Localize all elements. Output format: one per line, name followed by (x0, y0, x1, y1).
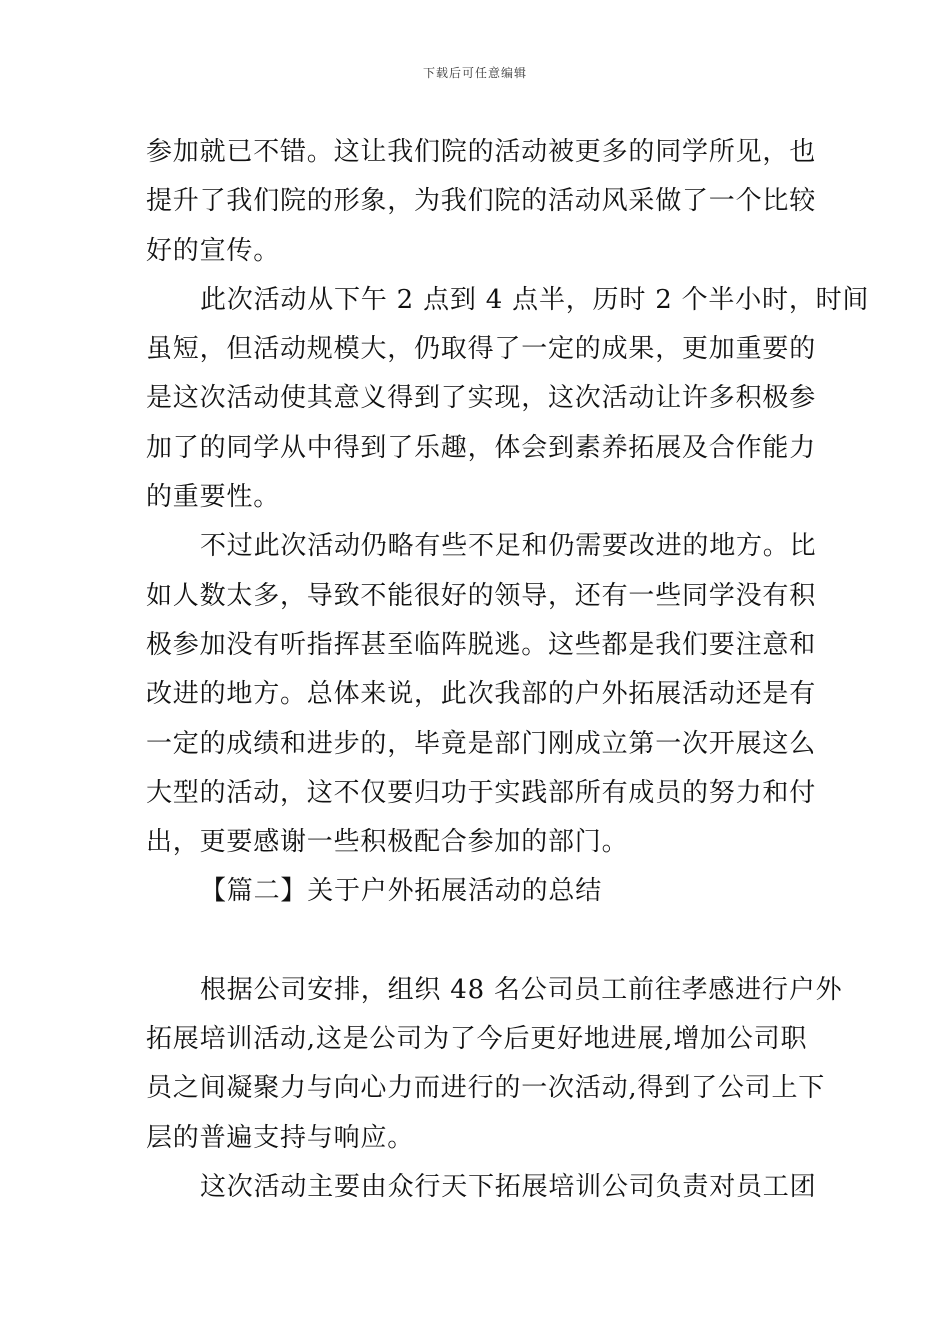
paragraph-start-line: 这次活动主要由众行天下拓展培训公司负责对员工团 (200, 1171, 817, 1202)
header-note: 下载后可任意编辑 (422, 66, 527, 80)
paragraph-start-line: 根据公司安排，组织 48 名公司员工前往孝感进行户外 (200, 974, 843, 1005)
text-line: 加了的同学从中得到了乐趣，体会到素养拓展及合作能力 (146, 432, 817, 463)
text-line: 员之间凝聚力与向心力而进行的一次活动,得到了公司上下 (146, 1073, 826, 1104)
text-line: 层的普遍支持与响应。 (146, 1122, 415, 1153)
text-line: 大型的活动，这不仅要归功于实践部所有成员的努力和付 (146, 777, 817, 808)
text-line: 是这次活动使其意义得到了实现，这次活动让许多积极参 (146, 383, 817, 414)
text-line: 改进的地方。总体来说，此次我部的户外拓展活动还是有 (146, 679, 817, 710)
text-line: 的重要性。 (146, 482, 281, 513)
section-heading: 【篇二】关于户外拓展活动的总结 (200, 876, 603, 907)
text-line: 极参加没有听指挥甚至临阵脱逃。这些都是我们要注意和 (146, 629, 817, 660)
document-body (146, 128, 870, 1212)
text-line: 好的宣传。 (146, 235, 281, 266)
text-line: 如人数太多，导致不能很好的领导，还有一些同学没有积 (146, 580, 817, 611)
paragraph-start-line: 不过此次活动仍略有些不足和仍需要改进的地方。比 (200, 531, 817, 562)
text-line: 虽短，但活动规模大，仍取得了一定的成果，更加重要的 (146, 334, 817, 365)
text-line: 提升了我们院的形象，为我们院的活动风采做了一个比较 (146, 186, 817, 217)
text-line: 出，更要感谢一些积极配合参加的部门。 (146, 827, 629, 858)
text-line: 参加就已不错。这让我们院的活动被更多的同学所见，也 (146, 137, 817, 167)
section-gap (146, 917, 808, 966)
paragraph-start-line: 此次活动从下午 2 点到 4 点半，历时 2 个半小时，时间 (200, 284, 870, 315)
text-line: 拓展培训活动,这是公司为了今后更好地进展,增加公司职 (146, 1024, 808, 1055)
text-line: 一定的成绩和进步的，毕竟是部门刚成立第一次开展这么 (146, 728, 817, 759)
